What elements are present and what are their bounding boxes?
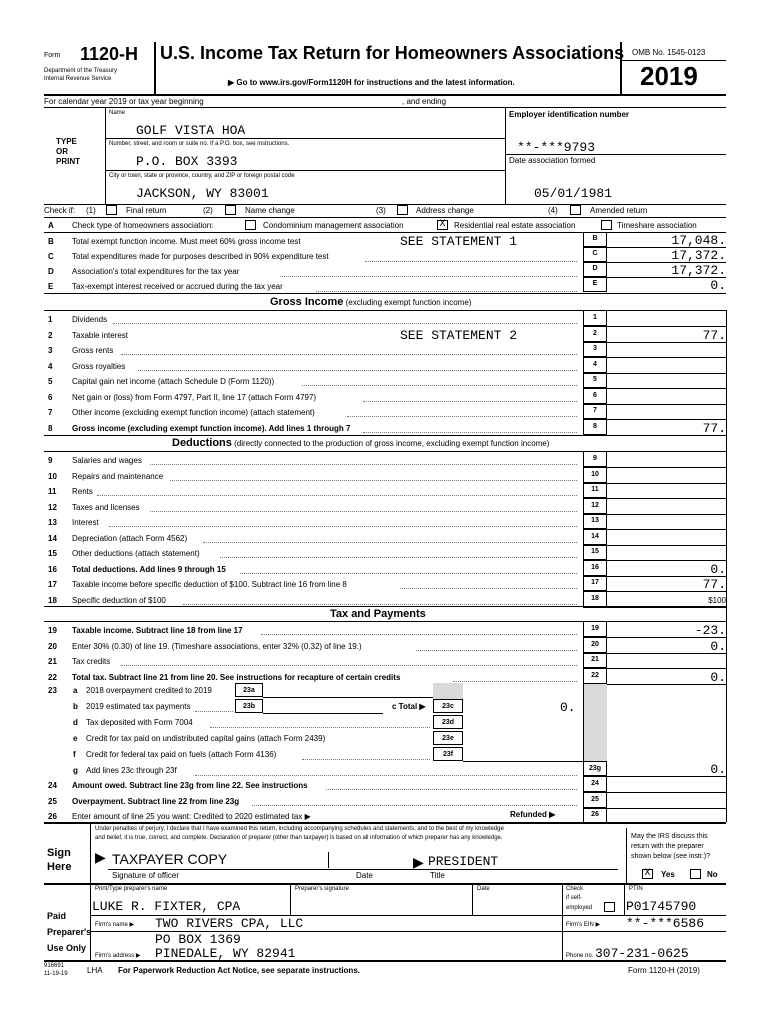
line-23g-value[interactable]: 0.: [710, 762, 726, 777]
street-address: P.O. BOX 3393: [136, 154, 238, 169]
irs-discuss-2: return with the preparer: [631, 843, 704, 850]
line-23b-text: 2019 estimated tax payments: [86, 702, 191, 711]
footer-form-id: Form 1120-H (2019): [628, 966, 700, 975]
footer-date: 11-19-19: [44, 971, 68, 977]
line-b-statement: SEE STATEMENT 1: [400, 234, 518, 249]
check-if-label: Check if:: [44, 206, 76, 215]
line-23a-text: 2018 overpayment credited to 2019: [86, 686, 212, 695]
line-19-box: 19: [583, 622, 607, 637]
line-23a-box: 23a: [235, 683, 263, 697]
use-only-label: Use Only: [47, 943, 87, 953]
timeshare-checkbox[interactable]: [601, 220, 612, 230]
line-13-box: 13: [583, 514, 607, 529]
firm-name[interactable]: TWO RIVERS CPA, LLC: [155, 916, 304, 931]
line-23e-letter: e: [73, 734, 78, 743]
line-7-text: Other income (excluding exempt function income) (attach statement): [72, 408, 315, 417]
line-21-text: Tax credits: [72, 657, 111, 666]
irs-yes-checkbox[interactable]: X: [642, 869, 653, 879]
firm-ein-label: Firm's EIN ▶: [566, 922, 601, 928]
line-8-text: Gross income (excluding exempt function income). Add lines 1 through 7: [72, 423, 351, 433]
preparer-name[interactable]: LUKE R. FIXTER, CPA: [92, 899, 241, 914]
line-24-num: 24: [48, 781, 57, 790]
firm-address-label: Firm's address ▶: [95, 953, 141, 959]
amended-return-checkbox[interactable]: [570, 205, 581, 215]
street-label: Number, street, and room or suite no. If a P.O. box, see instructions.: [109, 141, 290, 147]
line-16-num: 16: [48, 564, 57, 574]
amended-return-label: Amended return: [590, 206, 648, 215]
line-20-value[interactable]: 0.: [710, 638, 726, 654]
line-9-num: 9: [48, 456, 53, 465]
irs-yes-label: Yes: [661, 870, 675, 879]
line-d-value[interactable]: 17,372.: [671, 263, 726, 278]
line-3-box: 3: [583, 342, 607, 357]
line-14-num: 14: [48, 533, 57, 543]
self-employed-if: if self-: [566, 895, 583, 901]
line-11-num: 11: [48, 487, 57, 496]
paperwork-notice: For Paperwork Reduction Act Notice, see separate instructions.: [118, 966, 360, 975]
city-label: City or town, state or province, country, and ZIP or foreign postal code: [109, 173, 295, 179]
line-13-text: Interest: [72, 518, 99, 527]
line-20-text: Enter 30% (0.30) of line 19. (Timeshare associations, enter 32% (0.32) of line 19.): [72, 641, 362, 651]
line-10-num: 10: [48, 471, 57, 481]
line-16-box: 16: [583, 561, 607, 576]
header-divider-left: [154, 42, 156, 94]
line-20-box: 20: [583, 638, 607, 653]
dept-line1: Department of the Treasury: [44, 68, 118, 74]
name-change-label: Name change: [245, 206, 295, 215]
city-state-zip: JACKSON, WY 83001: [136, 186, 269, 201]
refunded-label: Refunded ▶: [510, 810, 556, 819]
line-23e-box: 23e: [433, 731, 463, 745]
line-23c-value[interactable]: 0.: [560, 700, 576, 715]
address-change-checkbox[interactable]: [397, 205, 408, 215]
line-11-box: 11: [583, 483, 607, 498]
irs-discuss-1: May the IRS discuss this: [631, 833, 708, 840]
paid-label: Paid: [47, 911, 67, 921]
line-26-num: 26: [48, 812, 57, 821]
line-8-box: 8: [583, 420, 607, 435]
line-b-num: B: [48, 237, 54, 246]
line-b-box: B: [583, 232, 607, 247]
irs-no-label: No: [707, 870, 718, 879]
line-b-value[interactable]: 17,048.: [671, 233, 726, 248]
line-23d-letter: d: [73, 718, 78, 727]
final-return-label: Final return: [126, 206, 167, 215]
sign-label: Sign: [47, 847, 71, 859]
line-24-text: Amount owed. Subtract line 23g from line 22. See instructions: [72, 781, 308, 790]
line-12-text: Taxes and licenses: [72, 502, 140, 512]
line-11-text: Rents: [72, 487, 93, 496]
line-16-value[interactable]: 0.: [710, 561, 726, 577]
line-a-text: Check type of homeowners association:: [72, 221, 214, 230]
line-17-box: 17: [583, 576, 607, 591]
phone-number[interactable]: 307-231-0625: [595, 946, 689, 961]
preparer-ptin[interactable]: P01745790: [626, 899, 697, 914]
line-a-num: A: [48, 221, 54, 230]
line-9-text: Salaries and wages: [72, 456, 142, 465]
line-22-box: 22: [583, 669, 607, 684]
irs-no-checkbox[interactable]: [690, 869, 701, 879]
line-c-num: C: [48, 252, 54, 261]
officer-title[interactable]: PRESIDENT: [428, 854, 499, 869]
line-23c-box: 23c: [433, 699, 463, 713]
line-23d-box: 23d: [433, 715, 463, 729]
self-employed-check: Check: [566, 886, 584, 892]
line-17-value[interactable]: 77.: [702, 577, 726, 592]
omb-number: OMB No. 1545-0123: [632, 48, 706, 57]
line-14-text: Depreciation (attach Form 4562): [72, 533, 188, 543]
line-4-num: 4: [48, 361, 53, 371]
line-21-num: 21: [48, 657, 57, 666]
condo-checkbox[interactable]: [245, 220, 256, 230]
line-2-num: 2: [48, 330, 53, 340]
line-19-text: Taxable income. Subtract line 18 from line 17: [72, 626, 243, 635]
line-12-box: 12: [583, 499, 607, 514]
name-change-checkbox[interactable]: [225, 205, 236, 215]
line-23a-letter: a: [73, 686, 78, 695]
line-12-num: 12: [48, 502, 57, 512]
line-2-statement: SEE STATEMENT 2: [400, 327, 518, 343]
line-16-text: Total deductions. Add lines 9 through 15: [72, 564, 226, 574]
final-return-checkbox[interactable]: [106, 205, 117, 215]
perjury-line1: Under penalties of perjury, I declare that I have examined this return, including accompanying schedules and statements, and to the best of my knowledge: [95, 826, 504, 832]
check-option-1: (1): [86, 206, 96, 215]
officer-signature[interactable]: TAXPAYER COPY: [112, 851, 228, 867]
line-25-box: 25: [583, 793, 607, 808]
phone-label: Phone no.: [566, 953, 594, 959]
line-6-box: 6: [583, 389, 607, 404]
preparer-date-label: Date: [477, 886, 490, 892]
line-23f-box: 23f: [433, 747, 463, 761]
line-3-num: 3: [48, 346, 53, 355]
line-c-box: C: [583, 247, 607, 262]
ein-label: Employer identification number: [509, 110, 630, 119]
line-8-num: 8: [48, 423, 53, 433]
line-17-text: Taxable income before specific deduction of $100. Subtract line 16 from line 8: [72, 580, 347, 589]
line-e-value[interactable]: 0.: [710, 278, 726, 293]
line-e-text: Tax-exempt interest received or accrued during the tax year: [72, 282, 283, 291]
line-22-value[interactable]: 0.: [710, 669, 726, 685]
line-21-box: 21: [583, 653, 607, 668]
line-23g-box: 23g: [583, 761, 607, 776]
and-ending: , and ending: [402, 97, 447, 106]
line-25-num: 25: [48, 796, 57, 806]
firm-ein[interactable]: **-***6586: [626, 916, 705, 931]
calendar-year-line: For calendar year 2019 or tax year beginning: [44, 97, 204, 106]
line-8-value[interactable]: 77.: [702, 420, 726, 436]
residential-label: Residential real estate association: [454, 221, 576, 230]
condo-label: Condominium management association: [263, 221, 404, 230]
sign-date-label: Date: [356, 871, 373, 880]
line-6-num: 6: [48, 392, 53, 402]
self-employed-checkbox[interactable]: [604, 902, 615, 912]
type-or-print: TYPE OR PRINT: [56, 137, 80, 166]
line-26-text: Enter amount of line 25 you want: Credited to 2020 estimated tax ▶: [72, 812, 311, 821]
line-d-box: D: [583, 262, 607, 277]
line-c-text: Total expenditures made for purposes described in 90% expenditure test: [72, 252, 329, 261]
line-25-text: Overpayment. Subtract line 22 from line 23g: [72, 796, 240, 806]
line-5-box: 5: [583, 373, 607, 388]
line-23d-text: Tax deposited with Form 7004: [86, 718, 193, 727]
deductions-header: Deductions (directly connected to the production of gross income, excluding exempt function income): [172, 437, 550, 449]
line-19-num: 19: [48, 626, 57, 635]
line-22-text: Total tax. Subtract line 21 from line 20. See instructions for recapture of certain credits: [72, 672, 401, 682]
line-18-box: 18: [583, 592, 607, 607]
title-arrow: ▶: [413, 854, 424, 870]
line-d-text: Association's total expenditures for the tax year: [72, 267, 240, 276]
line-7-box: 7: [583, 404, 607, 419]
timeshare-label: Timeshare association: [617, 221, 697, 230]
line-9-box: 9: [583, 452, 607, 467]
form-number: 1120-H: [80, 44, 139, 64]
line-19-value[interactable]: -23.: [694, 623, 726, 638]
footer-lha: LHA: [87, 966, 103, 975]
line-15-box: 15: [583, 545, 607, 560]
signature-arrow: ▶: [95, 849, 106, 865]
line-24-box: 24: [583, 777, 607, 792]
line-13-num: 13: [48, 518, 57, 527]
line-1-text: Dividends: [72, 315, 108, 324]
date-formed-value: 05/01/1981: [534, 186, 613, 201]
preparers-label: Preparer's: [47, 927, 92, 937]
line-18-text: Specific deduction of $100: [72, 595, 166, 605]
line-1-num: 1: [48, 315, 53, 324]
line-23e-text: Credit for tax paid on undistributed capital gains (attach Form 2439): [86, 734, 326, 743]
firm-name-label: Firm's name ▶: [95, 922, 135, 928]
line-23g-text: Add lines 23c through 23f: [86, 766, 177, 775]
line-15-num: 15: [48, 549, 57, 558]
self-employed-label: employed: [566, 905, 593, 911]
association-name: GOLF VISTA HOA: [136, 123, 246, 138]
preparer-name-label: Print/Type preparer's name: [95, 886, 168, 892]
signature-label: Signature of officer: [112, 871, 180, 880]
residential-checkbox[interactable]: X: [437, 220, 448, 230]
line-2-value[interactable]: 77.: [702, 327, 726, 343]
line-c-value[interactable]: 17,372.: [671, 248, 726, 263]
perjury-line2: and belief, it is true, correct, and complete. Declaration of preparer (other than taxpayer) is based on all information of which preparer has any knowledge.: [95, 835, 503, 841]
firm-address-1[interactable]: PO BOX 1369: [155, 932, 241, 947]
preparer-signature-label: Preparer's signature: [295, 886, 349, 892]
line-10-text: Repairs and maintenance: [72, 471, 164, 481]
line-4-text: Gross royalties: [72, 361, 126, 371]
line-1-box: 1: [583, 311, 607, 326]
line-7-num: 7: [48, 408, 53, 417]
line-5-num: 5: [48, 377, 53, 386]
check-option-3: (3): [376, 206, 386, 215]
line-17-num: 17: [48, 580, 57, 589]
line-6-text: Net gain or (loss) from Form 4797, Part II, line 17 (attach Form 4797): [72, 392, 317, 402]
line-23b-letter: b: [73, 702, 78, 711]
check-option-2: (2): [203, 206, 213, 215]
line-2-text: Taxable interest: [72, 330, 129, 340]
goto-instructions: ▶ Go to www.irs.gov/Form1120H for instructions and the latest information.: [228, 78, 515, 87]
line-22-num: 22: [48, 672, 57, 682]
line-14-box: 14: [583, 530, 607, 545]
line-3-text: Gross rents: [72, 346, 114, 355]
ptin-label: PTIN: [629, 886, 643, 892]
name-label: Name: [109, 110, 126, 116]
line-23-num: 23: [48, 686, 57, 695]
line-23g-letter: g: [73, 766, 78, 775]
line-b-text: Total exempt function income. Must meet 60% gross income test: [72, 237, 301, 246]
line-4-box: 4: [583, 358, 607, 373]
line-23f-text: Credit for federal tax paid on fuels (attach Form 4136): [86, 750, 277, 759]
irs-discuss-3: shown below (see instr.)?: [631, 853, 710, 860]
check-option-4: (4): [548, 206, 558, 215]
dept-line2: Internal Revenue Service: [44, 76, 112, 82]
line-23b-box: 23b: [235, 699, 263, 713]
form-title: U.S. Income Tax Return for Homeowners Associations: [160, 43, 625, 63]
line-23f-letter: f: [73, 750, 76, 759]
tax-payments-header: Tax and Payments: [330, 608, 426, 620]
date-formed-label: Date association formed: [509, 156, 596, 165]
line-d-num: D: [48, 267, 54, 276]
line-26-box: 26: [583, 808, 607, 823]
header-divider-right: [620, 42, 622, 94]
line-e-num: E: [48, 282, 54, 291]
line-10-box: 10: [583, 468, 607, 483]
gross-income-header: Gross Income (excluding exempt function income): [270, 296, 472, 308]
line-e-box: E: [583, 277, 607, 292]
tax-year: 2019: [640, 61, 698, 91]
ein-value: **-***9793: [517, 140, 596, 155]
address-change-label: Address change: [416, 206, 474, 215]
firm-address-2[interactable]: PINEDALE, WY 82941: [155, 946, 296, 961]
line-23c-total-label: c Total ▶: [392, 702, 426, 711]
line-18-value[interactable]: $100: [708, 595, 726, 605]
line-18-num: 18: [48, 595, 57, 605]
line-2-box: 2: [583, 327, 607, 342]
line-20-num: 20: [48, 641, 57, 651]
line-5-text: Capital gain net income (attach Schedule D (Form 1120)): [72, 377, 275, 386]
footer-code: 916691: [44, 963, 65, 969]
title-label: Title: [430, 871, 445, 880]
here-label: Here: [47, 861, 72, 873]
form-label: Form: [44, 52, 61, 59]
line-15-text: Other deductions (attach statement): [72, 549, 200, 558]
